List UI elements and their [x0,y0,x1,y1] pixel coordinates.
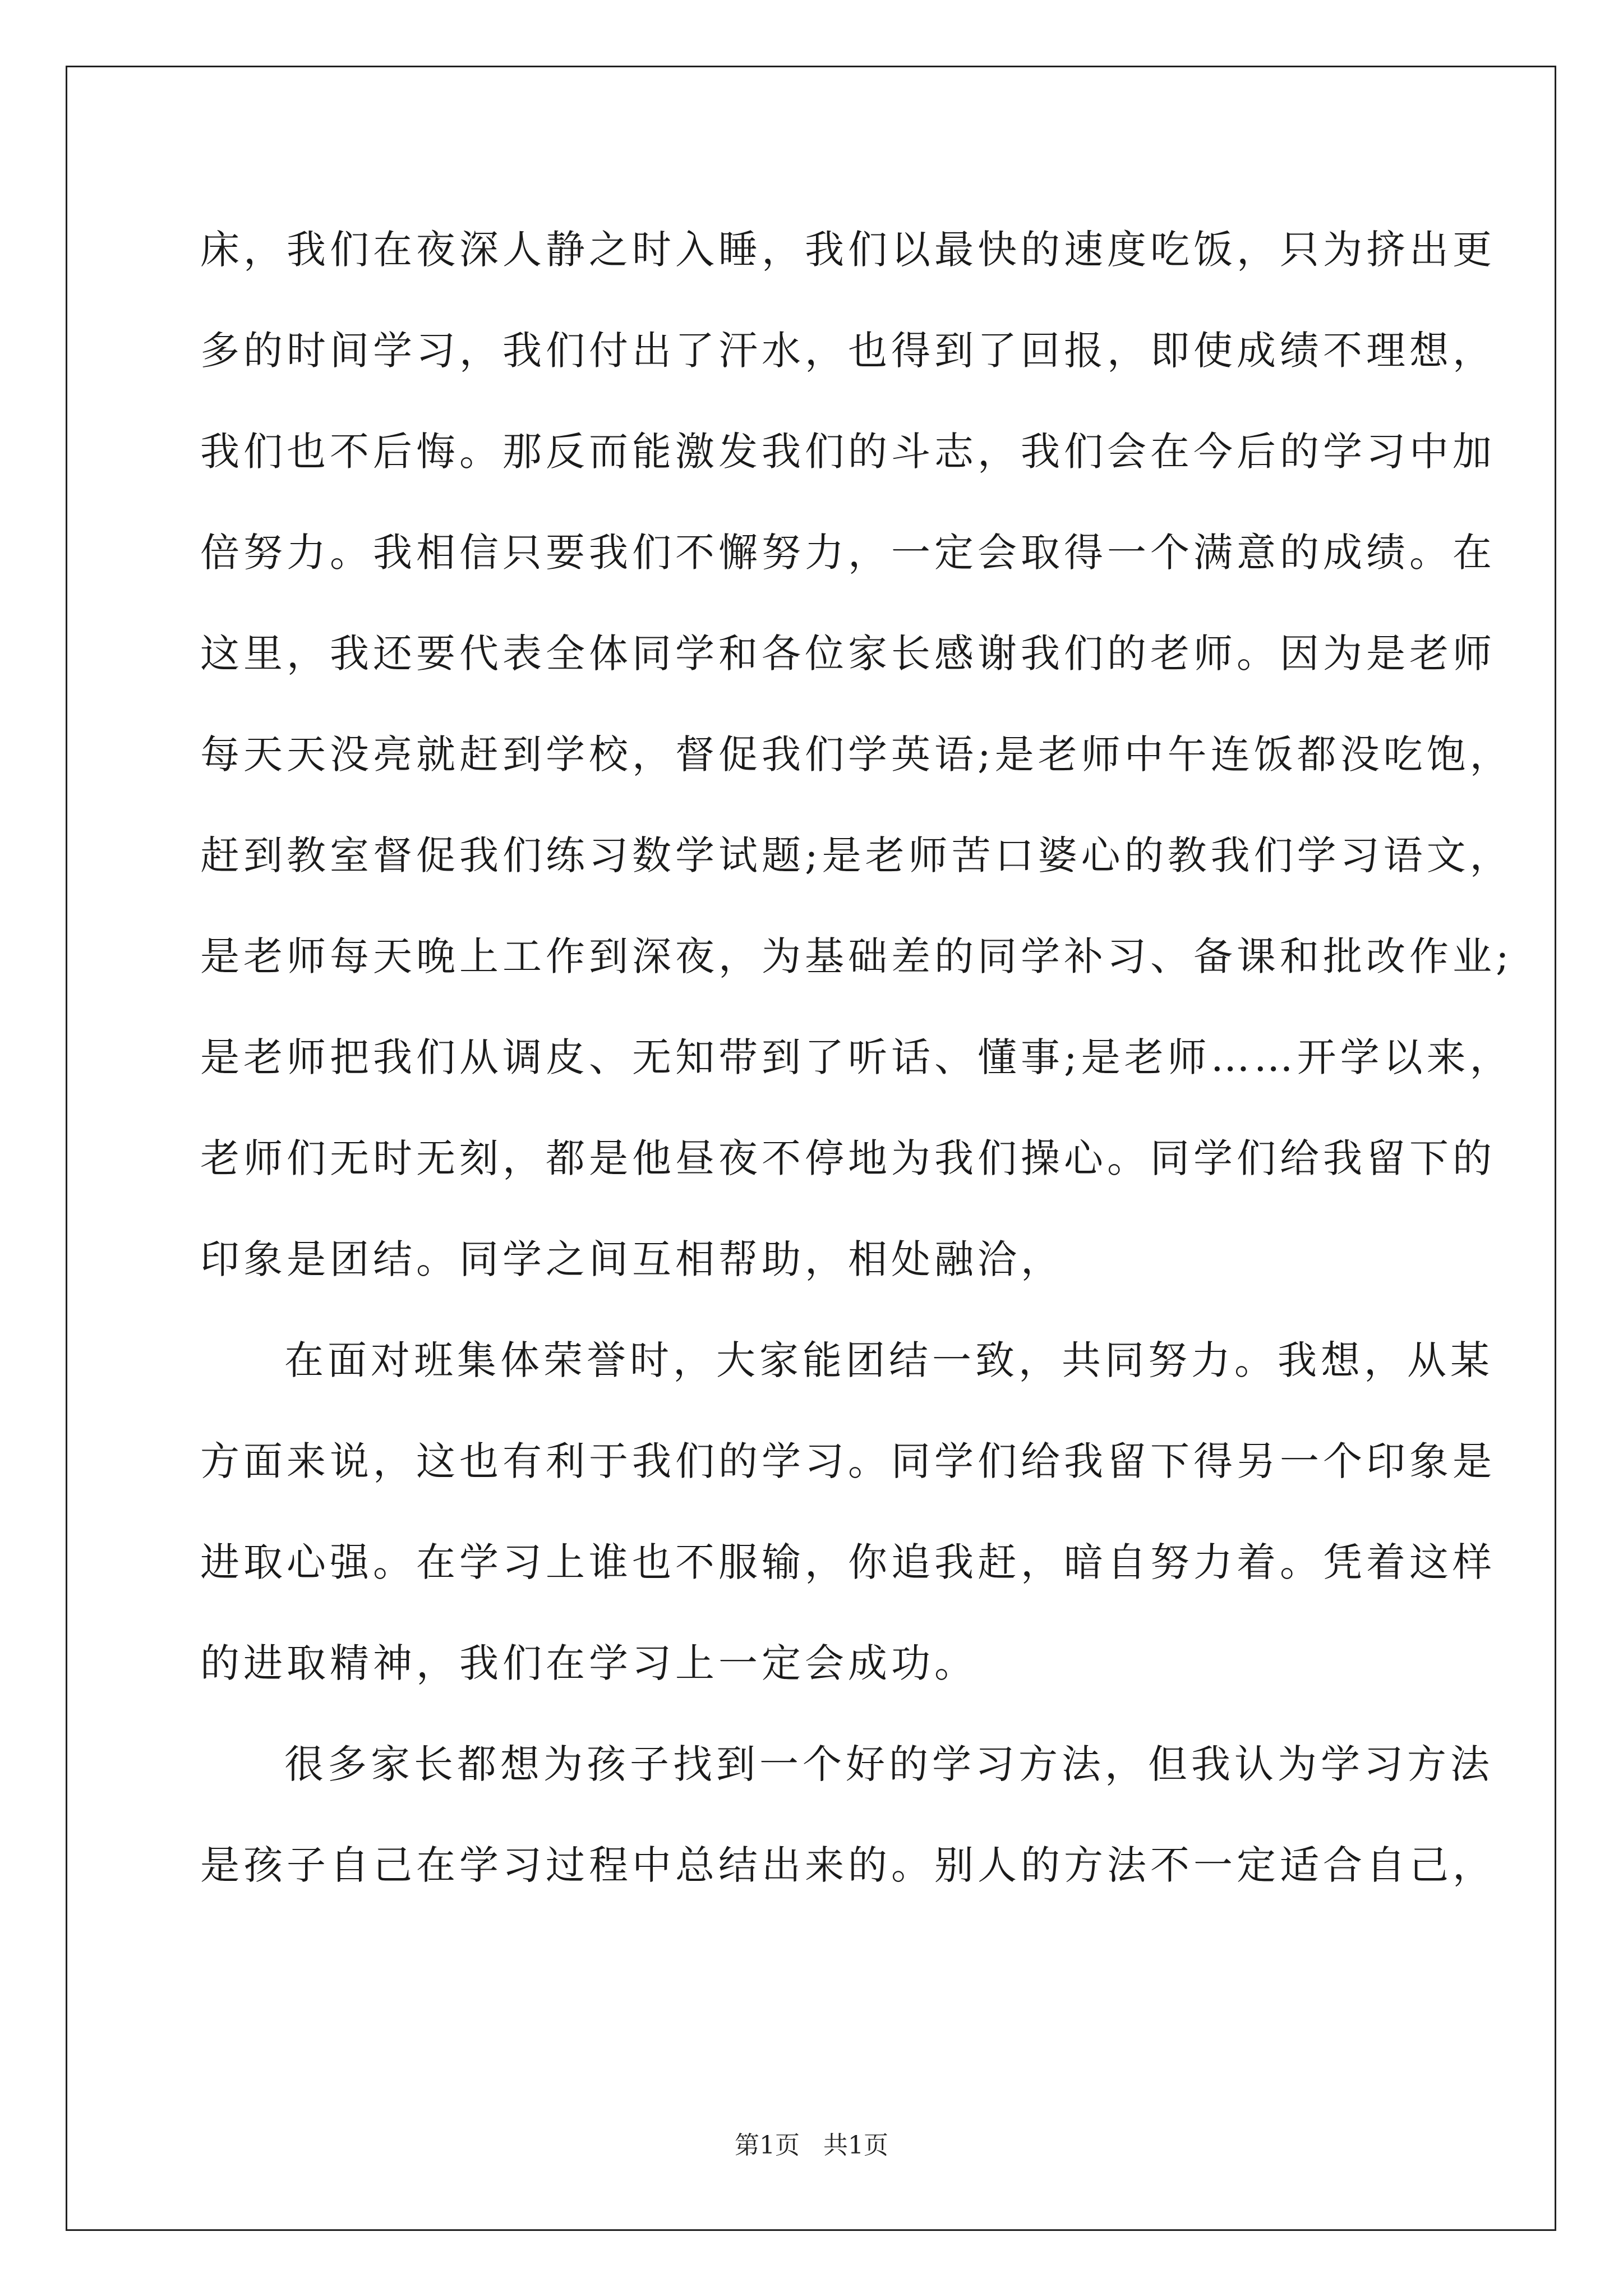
text-line: 方面来说，这也有利于我们的学习。同学们给我留下得另一个印象是 [200,1438,1496,1484]
text-line: 多的时间学习，我们付出了汗水，也得到了回报，即使成绩不理想， [200,328,1496,374]
text-line: 是老师把我们从调皮、无知带到了听话、懂事;是老师……开学以来， [200,1034,1513,1080]
text-line: 倍努力。我相信只要我们不懈努力，一定会取得一个满意的成绩。在 [200,530,1496,576]
text-line: 很多家长都想为孩子找到一个好的学习方法，但我认为学习方法 [284,1741,1493,1787]
text-line: 是孩子自己在学习过程中总结出来的。别人的方法不一定适合自己， [200,1842,1496,1888]
text-line: 床，我们在夜深人静之时入睡，我们以最快的速度吃饭，只为挤出更 [200,227,1496,273]
text-line: 赶到教室督促我们练习数学试题;是老师苦口婆心的教我们学习语文， [200,832,1513,878]
text-line: 的进取精神，我们在学习上一定会成功。 [200,1640,978,1686]
text-line: 在面对班集体荣誉时，大家能团结一致，共同努力。我想，从某 [284,1337,1493,1383]
text-line: 这里，我还要代表全体同学和各位家长感谢我们的老师。因为是老师 [200,631,1496,677]
text-line: 我们也不后悔。那反而能激发我们的斗志，我们会在今后的学习中加 [200,429,1496,475]
body-text [200,216,1513,1932]
text-line: 进取心强。在学习上谁也不服输，你追我赶，暗自努力着。凭着这样 [200,1539,1496,1585]
text-line: 每天天没亮就赶到学校，督促我们学英语;是老师中午连饭都没吃饱， [200,731,1513,777]
text-line: 印象是团结。同学之间互相帮助，相处融洽， [200,1236,1064,1282]
page-total: 共1页 [823,2131,888,2160]
text-line: 老师们无时无刻，都是他昼夜不停地为我们操心。同学们给我留下的 [200,1135,1496,1181]
page-number: 第1页 [735,2131,800,2160]
page-footer [0,2129,1623,2162]
text-line: 是老师每天晚上工作到深夜，为基础差的同学补习、备课和批改作业; [200,933,1513,979]
